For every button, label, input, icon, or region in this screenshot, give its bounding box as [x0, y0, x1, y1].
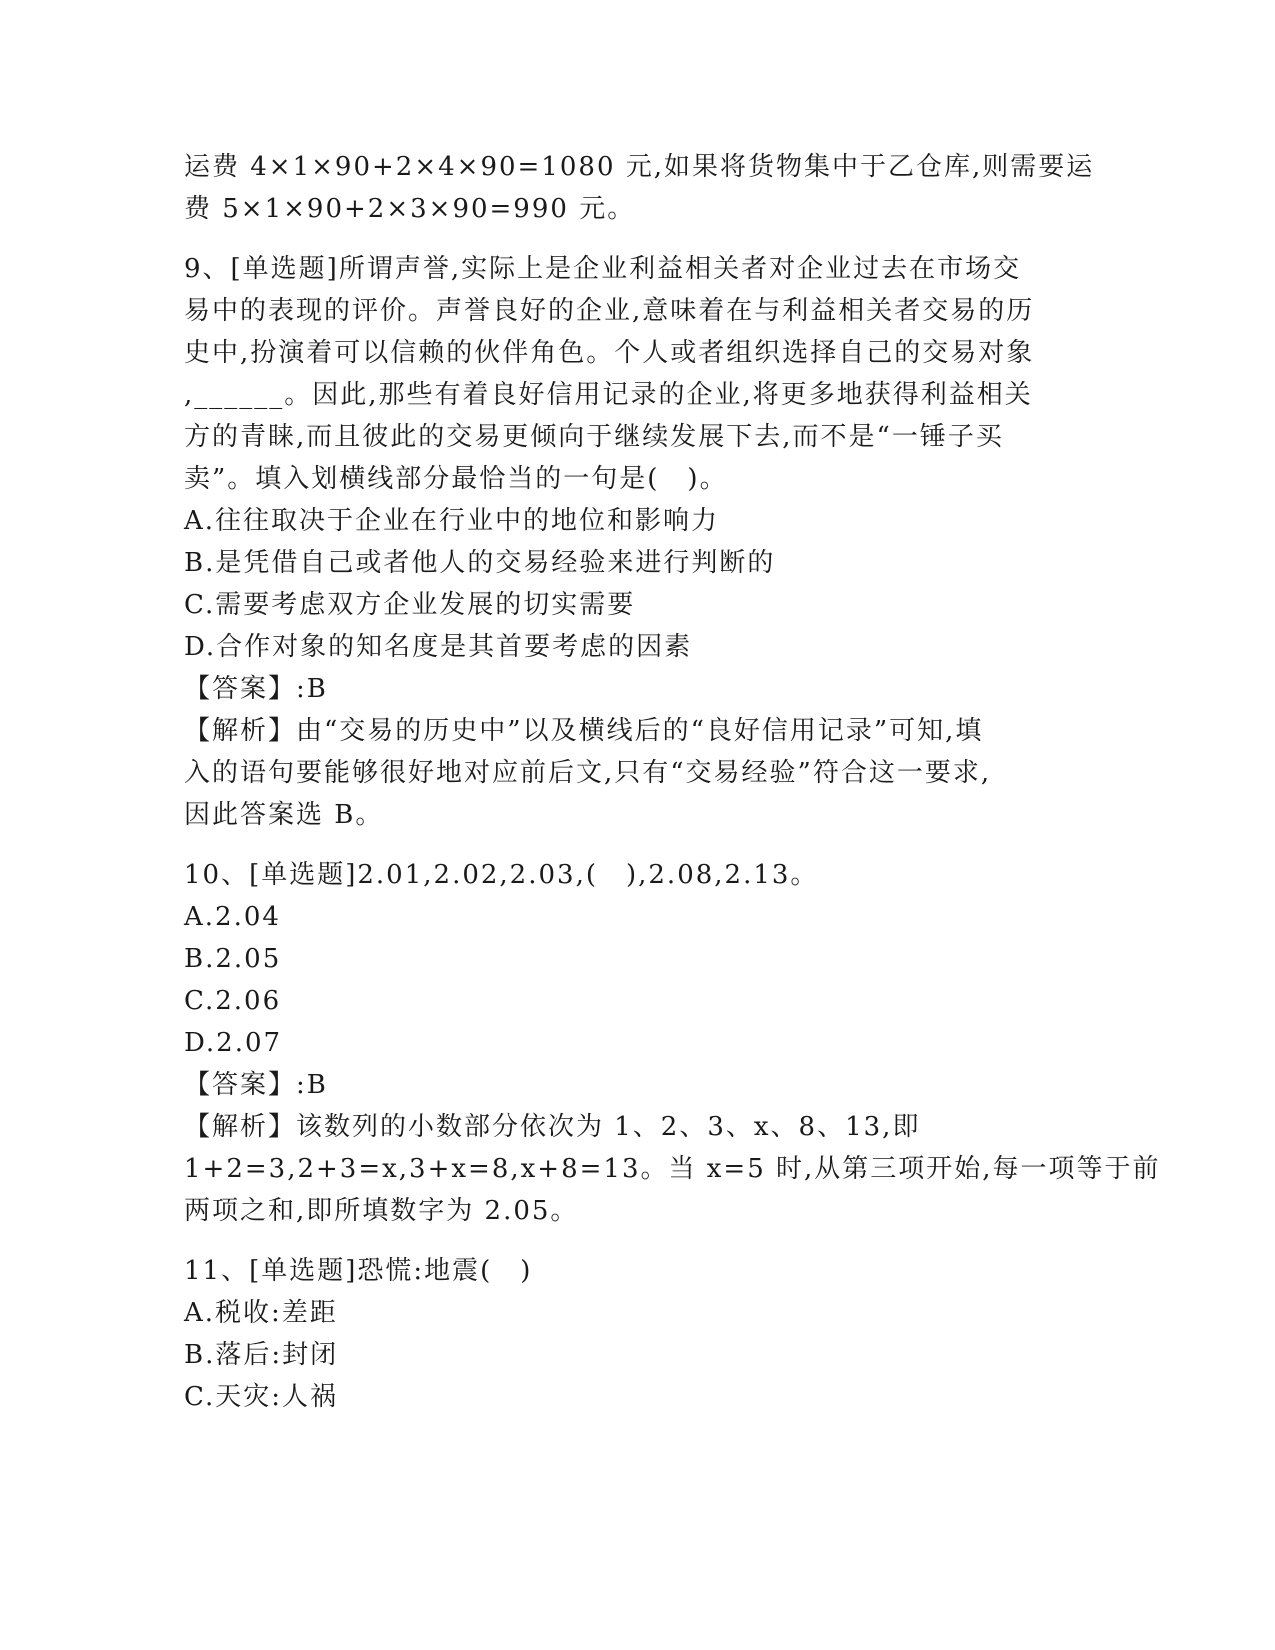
option-list — [184, 1292, 1084, 1418]
question-11 — [184, 1250, 1084, 1418]
analysis — [184, 710, 1084, 836]
question-9 — [184, 248, 1084, 836]
analysis-line: 1+2=3,2+3=x,3+x=8,x+8=13。当 x=5 时,从第三项开始,每一项等于前 — [184, 1154, 1161, 1184]
option-a: A.税收:差距 — [184, 1298, 338, 1328]
answer: 【答案】:B — [184, 1070, 328, 1100]
analysis-line: 【解析】由“交易的历史中”以及横线后的“良好信用记录”可知,填 — [184, 716, 984, 746]
text-line: 费 5×1×90+2×3×90=990 元。 — [184, 194, 636, 224]
question-stem — [184, 1250, 1084, 1292]
stem-line: 卖”。填入划横线部分最恰当的一句是( )。 — [184, 464, 728, 494]
stem-line: 10、[单选题]2.01,2.02,2.03,( ),2.08,2.13。 — [184, 860, 819, 890]
stem-line: 方的青睐,而且彼此的交易更倾向于继续发展下去,而不是“一锤子买 — [184, 422, 1004, 452]
option-c: C.需要考虑双方企业发展的切实需要 — [184, 590, 636, 620]
stem-line: 易中的表现的评价。声誉良好的企业,意味着在与利益相关者交易的历 — [184, 296, 1035, 326]
option-a: A.往往取决于企业在行业中的地位和影响力 — [184, 506, 720, 536]
stem-line: 史中,扮演着可以信赖的伙伴角色。个人或者组织选择自己的交易对象 — [184, 338, 1035, 368]
analysis-line: 因此答案选 B。 — [184, 800, 384, 830]
analysis — [184, 1106, 1161, 1232]
stem-line: ,______。因此,那些有着良好信用记录的企业,将更多地获得利益相关 — [184, 380, 1033, 410]
option-c: C.2.06 — [184, 986, 282, 1016]
previous-explanation — [184, 146, 1095, 230]
stem-line: 11、[单选题]恐慌:地震( ) — [184, 1256, 533, 1286]
analysis-line: 【解析】该数列的小数部分依次为 1、2、3、x、8、13,即 — [184, 1112, 921, 1142]
option-b: B.落后:封闭 — [184, 1340, 339, 1370]
text-line: 运费 4×1×90+2×4×90=1080 元,如果将货物集中于乙仓库,则需要运 — [184, 152, 1095, 182]
option-c: C.天灾:人祸 — [184, 1382, 338, 1412]
document-page — [184, 146, 1161, 1418]
answer: 【答案】:B — [184, 674, 328, 704]
option-d: D.2.07 — [184, 1028, 283, 1058]
analysis-line: 两项之和,即所填数字为 2.05。 — [184, 1196, 579, 1226]
option-a: A.2.04 — [184, 902, 281, 932]
option-b: B.是凭借自己或者他人的交易经验来进行判断的 — [184, 548, 776, 578]
stem-line: 9、[单选题]所谓声誉,实际上是企业利益相关者对企业过去在市场交 — [184, 254, 1022, 284]
question-10 — [184, 854, 1161, 1232]
option-list — [184, 500, 1084, 668]
analysis-line: 入的语句要能够很好地对应前后文,只有“交易经验”符合这一要求, — [184, 758, 992, 788]
question-stem — [184, 854, 1084, 896]
option-d: D.合作对象的知名度是其首要考虑的因素 — [184, 632, 693, 662]
question-stem — [184, 248, 1084, 500]
option-b: B.2.05 — [184, 944, 282, 974]
option-list — [184, 896, 1084, 1064]
